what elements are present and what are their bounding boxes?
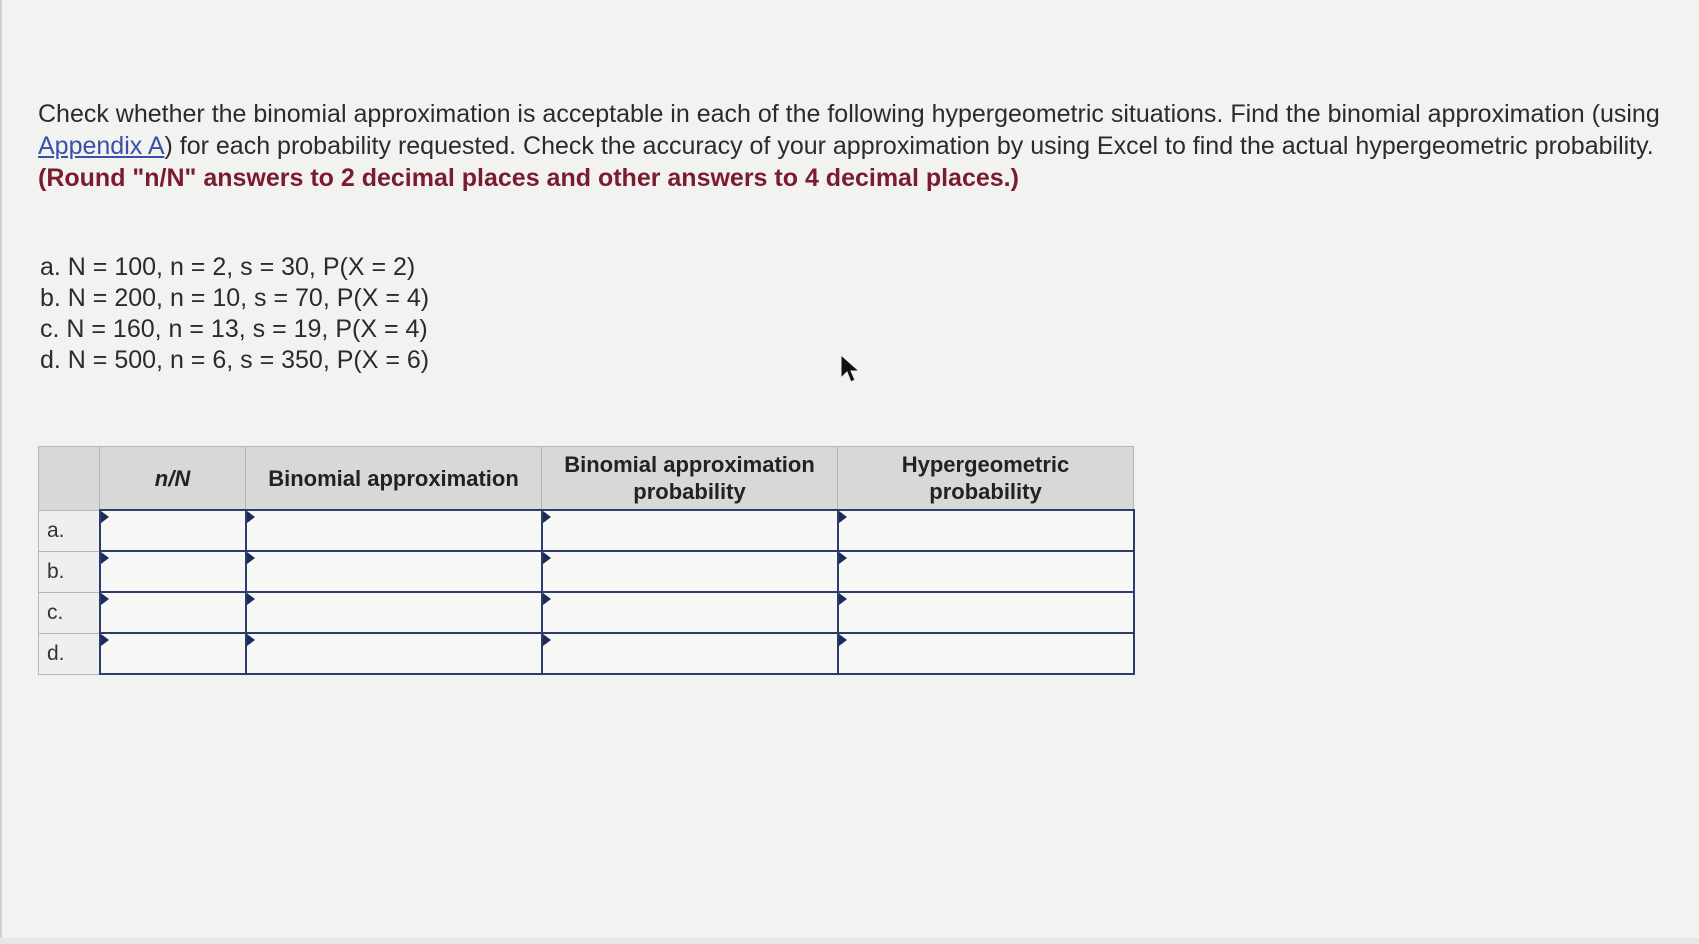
cell-b-n-over-N[interactable] [100,551,246,592]
header-hypergeometric-probability: Hypergeometric probability [838,447,1134,511]
answer-flag-icon [101,634,109,646]
cell-b-binomial[interactable] [246,551,542,592]
answer-flag-icon [543,593,551,605]
answer-flag-icon [543,552,551,564]
cell-a-hyper-prob[interactable] [838,510,1134,551]
row-label-a: a. [39,510,100,551]
bottom-edge [0,938,1699,944]
header-binomial-approximation-probability: Binomial approximation probability [542,447,838,511]
input-c-hyper-prob[interactable] [839,593,1133,632]
answer-flag-icon [543,634,551,646]
row-label-c: c. [39,592,100,633]
answer-flag-icon [839,634,847,646]
question-text-part-2: ) for each probability requested. Check the accuracy of your approximation by using Excel to find the actual hypergeometric probability. [164,132,1654,160]
answer-flag-icon [247,511,255,523]
input-c-n-over-N[interactable] [101,593,245,632]
cell-c-hyper-prob[interactable] [838,592,1134,633]
cell-b-hyper-prob[interactable] [838,551,1134,592]
table-row [39,551,1134,592]
cell-d-binomial-prob[interactable] [542,633,838,674]
input-b-hyper-prob[interactable] [839,552,1133,591]
input-a-n-over-N[interactable] [101,511,245,550]
table-row [39,633,1134,674]
cell-d-hyper-prob[interactable] [838,633,1134,674]
answer-flag-icon [247,593,255,605]
input-c-binomial[interactable] [247,593,541,632]
cell-d-n-over-N[interactable] [100,633,246,674]
answer-flag-icon [839,511,847,523]
answer-flag-icon [101,552,109,564]
input-d-hyper-prob[interactable] [839,634,1133,673]
answer-flag-icon [839,593,847,605]
answer-table [38,446,1135,675]
part-b: b. N = 200, n = 10, s = 70, P(X = 4) [40,284,430,312]
answer-flag-icon [247,634,255,646]
cell-a-binomial-prob[interactable] [542,510,838,551]
rounding-instruction: (Round "n/N" answers to 2 decimal places and other answers to 4 decimal places.) [38,164,1019,192]
appendix-a-link[interactable]: Appendix A [38,132,165,160]
cell-a-binomial[interactable] [246,510,542,551]
row-label-d: d. [39,633,100,674]
row-label-b: b. [39,551,100,592]
input-d-n-over-N[interactable] [101,634,245,673]
input-c-binomial-prob[interactable] [543,593,837,632]
cell-d-binomial[interactable] [246,633,542,674]
header-binomial-approximation: Binomial approximation [246,447,542,511]
input-b-binomial-prob[interactable] [543,552,837,591]
input-d-binomial[interactable] [247,634,541,673]
table-row [39,592,1134,633]
part-a: a. N = 100, n = 2, s = 30, P(X = 2) [40,253,416,281]
cell-c-binomial-prob[interactable] [542,592,838,633]
mouse-pointer-icon [840,354,862,386]
answer-flag-icon [101,511,109,523]
cell-c-binomial[interactable] [246,592,542,633]
header-n-over-N: n/N [100,447,246,511]
header-corner [39,447,100,511]
left-edge [0,0,2,944]
answer-flag-icon [101,593,109,605]
input-b-n-over-N[interactable] [101,552,245,591]
question-text-part-1: Check whether the binomial approximation is acceptable in each of the following hypergeometric situations. Find the binomial approximation (using [38,100,1660,128]
input-a-binomial[interactable] [247,511,541,550]
answer-flag-icon [543,511,551,523]
input-a-binomial-prob[interactable] [543,511,837,550]
problem-parts [40,252,429,376]
answer-flag-icon [247,552,255,564]
cell-c-n-over-N[interactable] [100,592,246,633]
table-header-row [39,447,1134,511]
table-row [39,510,1134,551]
answer-flag-icon [839,552,847,564]
input-b-binomial[interactable] [247,552,541,591]
input-d-binomial-prob[interactable] [543,634,837,673]
part-d: d. N = 500, n = 6, s = 350, P(X = 6) [40,346,430,374]
input-a-hyper-prob[interactable] [839,511,1133,550]
cell-b-binomial-prob[interactable] [542,551,838,592]
part-c: c. N = 160, n = 13, s = 19, P(X = 4) [40,315,428,343]
cell-a-n-over-N[interactable] [100,510,246,551]
question-text [38,98,1678,194]
